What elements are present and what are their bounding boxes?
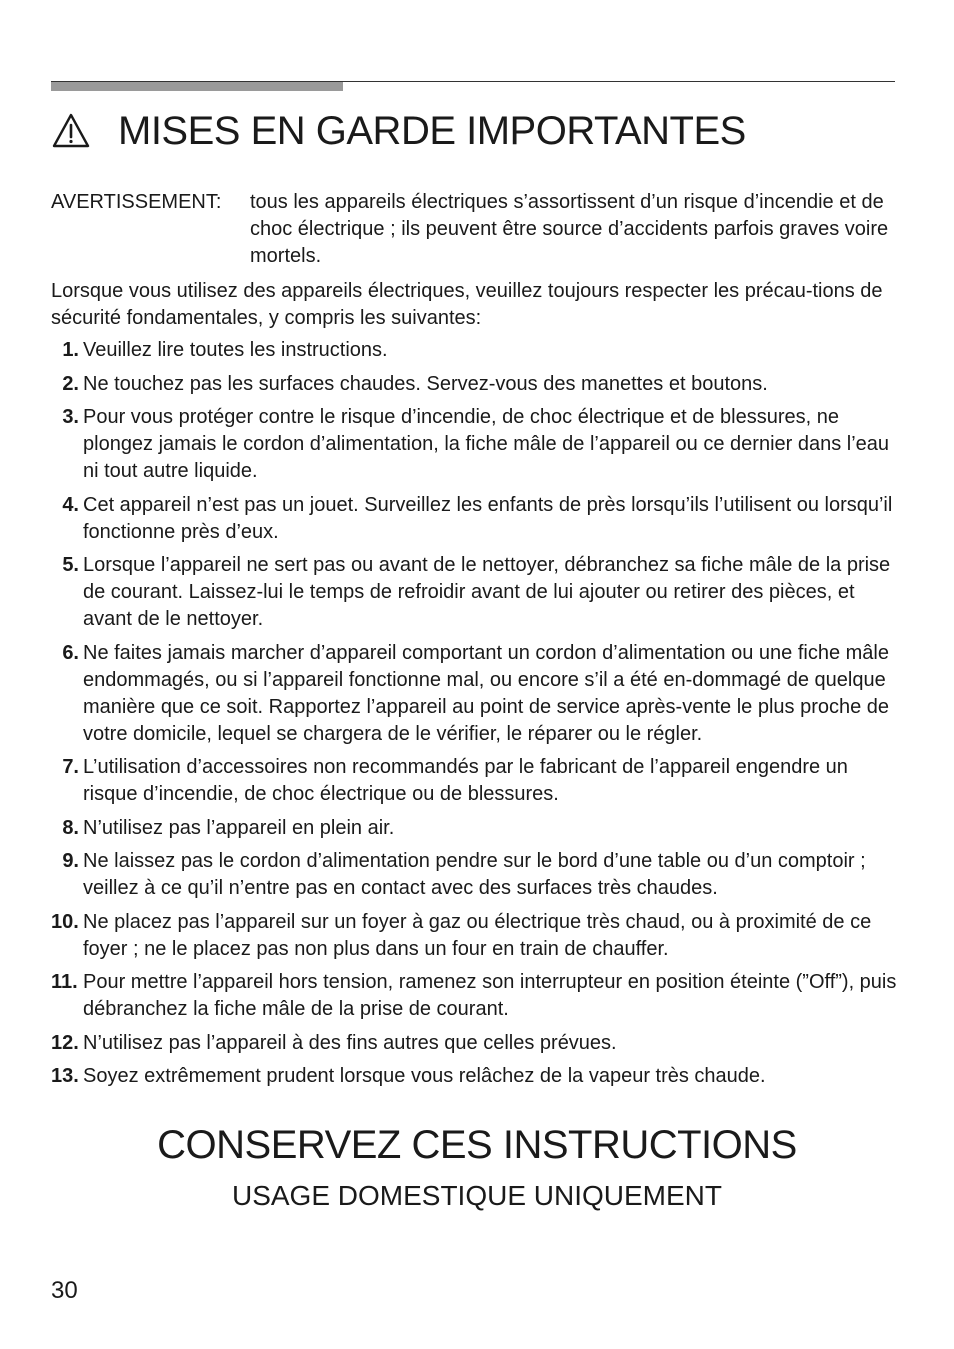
warning-triangle-icon — [51, 111, 91, 151]
item-text: N’utilisez pas l’appareil à des fins autres que celles prévues. — [83, 1031, 617, 1054]
item-number: 3. — [62, 406, 79, 428]
item-text: N’utilisez pas l’appareil en plein air. — [83, 816, 395, 839]
item-number: 2. — [62, 372, 79, 395]
list-item — [51, 337, 903, 364]
item-text: Pour mettre l’appareil hors tension, ramenez son interrupteur en position éteinte (”Off”), puis débranchez la fiche mâle de la prise de courant. — [83, 971, 897, 1020]
item-number: 8. — [62, 816, 79, 839]
list-item — [51, 969, 903, 1023]
item-number: 5. — [62, 554, 79, 576]
item-number: 4. — [62, 493, 79, 516]
page-title: MISES EN GARDE IMPORTANTES — [118, 108, 746, 153]
household-use-subheading: USAGE DOMESTIQUE UNIQUEMENT — [231, 1180, 723, 1211]
intro-paragraph: Lorsque vous utilisez des appareils électriques, veuillez toujours respecter les précau-tions de sécurité fondamentales, y compris les suivantes: — [51, 280, 883, 329]
list-item — [51, 492, 903, 546]
page-number: 30 — [51, 1277, 78, 1304]
list-item — [51, 909, 903, 963]
list-item — [51, 848, 903, 902]
list-item — [51, 1063, 903, 1090]
item-number: 6. — [62, 641, 79, 664]
warning-block — [51, 189, 901, 270]
item-number: 7. — [62, 756, 79, 778]
safety-instructions-list — [51, 337, 903, 1097]
list-item — [51, 404, 903, 485]
item-text: Ne faites jamais marcher d’appareil comportant un cordon d’alimentation ou une fiche mâle endommagés, ou si l’appareil fonctionne mal, ou encore s’il a été en-dommagé de quelque manière que ce soit. Rapportez l’appareil au point de service après-vente le plus proche de votre domicile, lequel se chargera de le vérifier, le réparer ou le régler. — [83, 641, 890, 745]
item-number: 12. — [51, 1031, 79, 1054]
keep-instructions-heading: CONSERVEZ CES INSTRUCTIONS — [157, 1123, 797, 1167]
item-number: 13. — [51, 1065, 79, 1087]
page-heading — [51, 105, 746, 157]
item-text: Veuillez lire toutes les instructions. — [83, 339, 388, 361]
item-text: Lorsque l’appareil ne sert pas ou avant de le nettoyer, débranchez sa fiche mâle de la prise de courant. Laissez-lui le temps de refroidir avant de lui ajouter ou retirer des pièces, et avant de le nettoyer. — [83, 554, 891, 630]
item-number: 10. — [51, 910, 79, 933]
list-item — [51, 371, 903, 398]
list-item — [51, 815, 903, 842]
item-number: 11. — [51, 971, 78, 993]
list-item — [51, 754, 903, 808]
warning-label: AVERTISSEMENT: — [51, 191, 222, 213]
warning-text: tous les appareils électriques s’assortissent d’un risque d’incendie et de choc électrique ; ils peuvent être source d’accidents parfois graves voire mortels. — [250, 191, 889, 267]
top-rule-accent — [51, 82, 343, 91]
item-text: L’utilisation d’accessoires non recommandés par le fabricant de l’appareil engendre un risque d’incendie, de choc électrique ou de blessures. — [83, 756, 848, 805]
item-text: Soyez extrêmement prudent lorsque vous relâchez de la vapeur très chaude. — [83, 1065, 766, 1087]
item-text: Cet appareil n’est pas un jouet. Surveillez les enfants de près lorsqu’ils l’utilisent ou lorsqu’il fonctionne près d’eux. — [83, 493, 893, 543]
item-text: Ne touchez pas les surfaces chaudes. Servez-vous des manettes et boutons. — [83, 372, 768, 395]
item-text: Ne laissez pas le cordon d’alimentation pendre sur le bord d’une table ou d’un comptoir ; veillez à ce qu’il n’entre pas en contact avec des surfaces très chaudes. — [83, 850, 866, 899]
list-item — [51, 552, 903, 633]
item-text: Pour vous protéger contre le risque d’incendie, de choc électrique et de blessures, ne plongez jamais le cordon d’alimentation, la fiche mâle de l’appareil ou ce dernier dans l’eau ni tout autre liquide. — [83, 406, 890, 482]
item-number: 1. — [62, 339, 79, 361]
item-text: Ne placez pas l’appareil sur un foyer à gaz ou électrique très chaud, ou à proximité de ce foyer ; ne le placez pas non plus dans un four en train de chauffer. — [83, 910, 872, 960]
list-item — [51, 640, 903, 748]
item-number: 9. — [62, 850, 79, 872]
list-item — [51, 1030, 903, 1057]
